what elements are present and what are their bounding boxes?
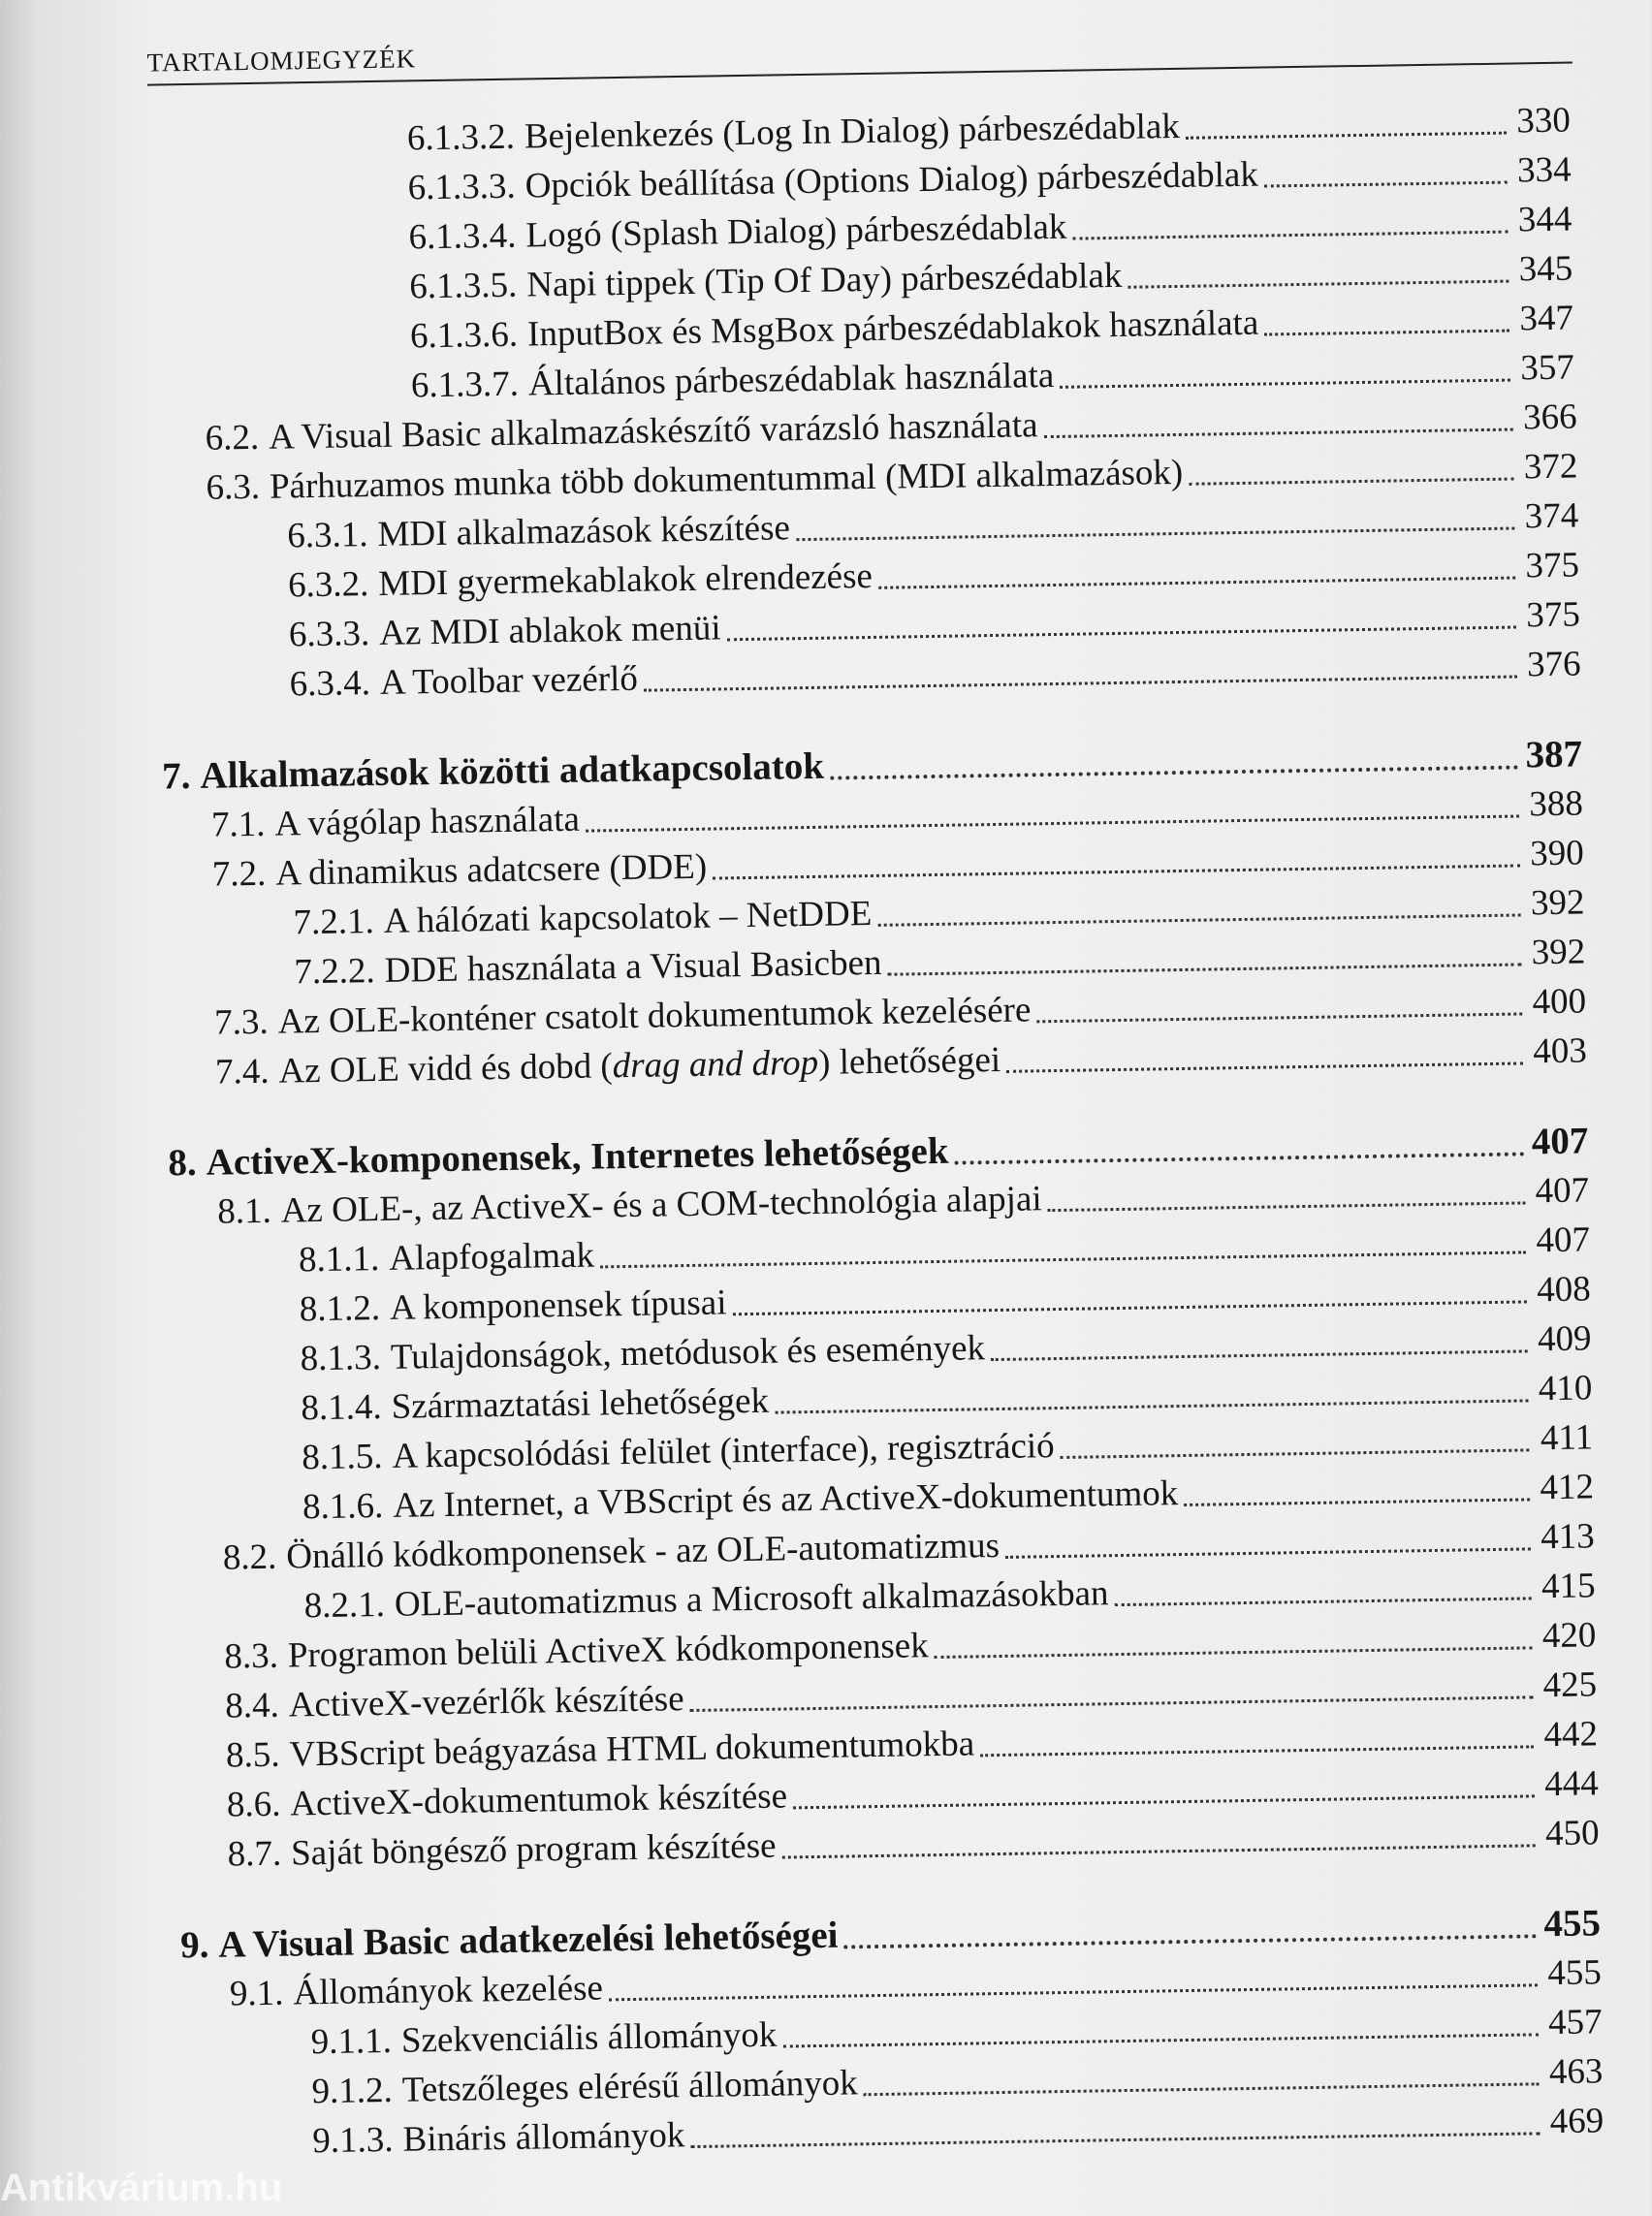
entry-page: 469 <box>1549 2101 1604 2142</box>
entry-page: 450 <box>1544 1813 1600 1854</box>
dot-leader <box>600 1250 1526 1268</box>
dot-leader <box>713 864 1520 879</box>
entry-page: 442 <box>1543 1714 1599 1756</box>
entry-number: 8.7. <box>227 1833 282 1875</box>
dot-leader <box>1036 1012 1522 1023</box>
entry-page: 345 <box>1518 248 1573 290</box>
entry-title: Opciók beállítása (Options Dialog) párbeszédablak <box>524 154 1259 206</box>
entry-page: 420 <box>1541 1615 1597 1657</box>
entry-page: 376 <box>1526 644 1581 685</box>
entry-title: Állományok kezelése <box>293 1968 604 2013</box>
entry-page: 409 <box>1537 1318 1592 1360</box>
title-part: Az OLE vidd és dobd ( <box>278 1046 614 1092</box>
entry-number: 6.3.3. <box>288 614 370 655</box>
entry-page: 463 <box>1548 2051 1604 2093</box>
entry-page: 388 <box>1529 783 1584 825</box>
dot-leader <box>877 913 1520 926</box>
entry-page: 408 <box>1536 1269 1592 1311</box>
entry-page: 425 <box>1542 1664 1598 1706</box>
dot-leader <box>1048 1201 1526 1212</box>
chapter-page: 407 <box>1531 1120 1589 1163</box>
dot-leader <box>727 626 1516 642</box>
entry-number: 7.2.1. <box>293 902 375 943</box>
dot-leader <box>782 2033 1538 2047</box>
entry-page: 375 <box>1525 545 1580 586</box>
entry-number: 7.2.2. <box>294 951 375 993</box>
entry-title: Tetszőleges elérésű állományok <box>401 2063 859 2110</box>
entry-title: A Visual Basic alkalmazáskészítő varázsló használata <box>268 405 1038 458</box>
entry-title: Bejelenkezés (Log In Dialog) párbeszédablak <box>524 106 1181 157</box>
dot-leader <box>775 1399 1528 1413</box>
chapter-page: 387 <box>1525 733 1583 776</box>
entry-title: A Toolbar vezérlő <box>379 658 639 703</box>
entry-title: Önálló kódkomponensek - az OLE-automatizmus <box>286 1526 1001 1577</box>
dot-leader <box>733 1300 1527 1315</box>
dot-leader <box>644 676 1517 692</box>
dot-leader <box>1005 1547 1531 1559</box>
entry-title: Általános párbeszédablak használata <box>527 355 1055 404</box>
entry-page: 407 <box>1536 1219 1591 1261</box>
entry-title: Programon belüli ActiveX kódkomponensek <box>287 1626 929 1676</box>
page-header <box>146 26 1572 86</box>
entry-title: ActiveX-dokumentumok készítése <box>290 1776 788 1824</box>
entry-page: 407 <box>1535 1170 1590 1212</box>
entry-title: Tulajdonságok, metódusok és események <box>390 1328 986 1377</box>
entry-title: Az MDI ablakok menüi <box>378 608 721 653</box>
dot-leader <box>782 1844 1536 1858</box>
entry-page: 344 <box>1517 199 1573 240</box>
entry-title: VBScript beágyazása HTML dokumentumokba <box>289 1724 975 1775</box>
entry-number: 7.2. <box>211 853 267 895</box>
entry-title: Logó (Splash Dialog) párbeszédablak <box>525 206 1067 256</box>
entry-number: 6.1.3.5. <box>408 265 518 307</box>
entry-title: A komponensek típusai <box>389 1282 727 1328</box>
entry-number: 6.1.3.4. <box>408 215 517 258</box>
dot-leader <box>691 2132 1541 2148</box>
entry-page: 330 <box>1515 100 1572 142</box>
entry-page: 403 <box>1533 1030 1588 1072</box>
entry-number: 8.6. <box>226 1784 281 1825</box>
entry-number: 7.3. <box>213 1001 270 1043</box>
entry-page: 457 <box>1547 2002 1603 2043</box>
dot-leader <box>690 1695 1534 1712</box>
dot-leader <box>1044 428 1513 439</box>
header-title: TARTALOMJEGYZÉK <box>146 44 417 78</box>
entry-number: 8.2.1. <box>303 1584 386 1627</box>
entry-number: 6.1.3.3. <box>407 166 517 208</box>
dot-leader <box>980 1745 1534 1757</box>
entry-title: MDI alkalmazások készítése <box>377 508 791 554</box>
chapter-title: ActiveX-komponensek, Internetes lehetőségek <box>206 1129 949 1184</box>
entry-title: A vágólap használata <box>274 799 581 844</box>
chapter-number: 7. <box>161 755 191 798</box>
entry-number: 8.1. <box>216 1190 272 1232</box>
dot-leader <box>878 577 1515 589</box>
entry-number: 6.3.1. <box>287 515 368 556</box>
dot-leader <box>1264 181 1508 188</box>
dot-leader <box>1115 1597 1532 1606</box>
entry-title: DDE használata a Visual Basicben <box>384 942 882 991</box>
entry-number: 7.1. <box>210 804 266 845</box>
entry-number: 6.1.3.6. <box>409 314 519 357</box>
dot-leader <box>1186 132 1507 140</box>
dot-leader <box>844 1934 1538 1948</box>
entry-number: 8.1.6. <box>302 1485 384 1528</box>
entry-title: Bináris állományok <box>402 2115 685 2160</box>
dot-leader <box>1006 1061 1523 1072</box>
dot-leader <box>991 1349 1528 1361</box>
entry-title: OLE-automatizmus a Microsoft alkalmazásokban <box>394 1573 1109 1625</box>
entry-page: 455 <box>1546 1952 1603 1994</box>
chapter-number: 8. <box>168 1141 198 1185</box>
entry-number: 8.1.4. <box>301 1386 383 1429</box>
entry-number: 6.1.3.7. <box>410 364 520 406</box>
entry-page: 334 <box>1516 149 1572 191</box>
entry-page: 415 <box>1541 1566 1596 1607</box>
entry-page: 347 <box>1519 298 1574 339</box>
entry-page: 413 <box>1540 1516 1596 1558</box>
chapter-title: Alkalmazások közötti adatkapcsolatok <box>200 744 825 797</box>
chapter-number: 9. <box>179 1923 209 1967</box>
dot-leader <box>935 1646 1533 1659</box>
dot-leader <box>609 1983 1538 2001</box>
dot-leader <box>1073 231 1509 240</box>
entry-page: 375 <box>1525 594 1581 636</box>
watermark: Antikvárium.hu <box>0 2167 283 2209</box>
entry-title: ActiveX-vezérlők készítése <box>288 1679 684 1725</box>
entry-title: Az OLE-, az ActiveX- és a COM-technológia alapjai <box>280 1179 1042 1231</box>
entry-page: 392 <box>1530 882 1585 924</box>
dot-leader <box>888 963 1522 975</box>
chapter-page: 455 <box>1543 1902 1602 1946</box>
entry-page: 366 <box>1522 396 1577 438</box>
dot-leader <box>864 2082 1540 2096</box>
entry-number: 7.4. <box>214 1051 270 1092</box>
entry-title: A dinamikus adatcsere (DDE) <box>274 846 708 894</box>
entry-number: 8.1.3. <box>300 1338 382 1379</box>
dot-leader <box>1264 330 1509 336</box>
entry-page: 400 <box>1532 981 1587 1023</box>
entry-title: Származtatási lehetőségek <box>391 1380 770 1427</box>
entry-number: 6.3.2. <box>287 564 369 606</box>
entry-page: 411 <box>1540 1417 1594 1459</box>
dot-leader <box>1128 280 1509 289</box>
entry-title: A kapcsolódási felület (interface), regisztráció <box>392 1426 1055 1476</box>
entry-title: A hálózati kapcsolatok – NetDDE <box>383 893 873 941</box>
entry-number: 9.1.3. <box>312 2119 394 2162</box>
entry-page: 357 <box>1519 347 1575 389</box>
entry-title: Szekvenciális állományok <box>400 2014 778 2061</box>
entry-number: 8.3. <box>224 1635 279 1677</box>
entry-title: MDI gyermekablakok elrendezése <box>378 555 874 604</box>
entry-page: 392 <box>1531 932 1586 973</box>
entry-page: 444 <box>1543 1763 1600 1805</box>
entry-page: 390 <box>1529 833 1584 874</box>
dot-leader <box>793 1794 1535 1809</box>
entry-title: Napi tippek (Tip Of Day) párbeszédablak <box>525 255 1123 305</box>
dot-leader <box>1060 379 1510 389</box>
entry-title: Saját böngésző program készítése <box>290 1825 777 1874</box>
entry-title: Alapfogalmak <box>388 1235 595 1279</box>
entry-number: 8.1.1. <box>298 1239 380 1281</box>
entry-page: 412 <box>1540 1467 1595 1508</box>
dot-leader <box>830 765 1518 779</box>
chapter-title: A Visual Basic adatkezelési lehetőségei <box>218 1914 839 1966</box>
table-of-contents <box>0 94 1652 2170</box>
entry-title: Az OLE-konténer csatolt dokumentumok kezelésére <box>277 990 1032 1042</box>
entry-title: InputBox és MsgBox párbeszédablakok használata <box>526 302 1259 355</box>
entry-number: 6.3. <box>206 466 261 508</box>
dot-leader <box>955 1152 1525 1164</box>
entry-number: 9.1.1. <box>310 2020 393 2063</box>
entry-number: 9.1.2. <box>311 2070 394 2112</box>
entry-number: 6.1.3.2. <box>406 116 516 159</box>
entry-number: 6.2. <box>205 417 260 459</box>
entry-page: 372 <box>1523 446 1578 488</box>
dot-leader <box>1184 1498 1530 1506</box>
entry-number: 8.4. <box>224 1685 280 1726</box>
title-part: ) lehetőségei <box>817 1039 1001 1083</box>
entry-number: 8.2. <box>222 1536 277 1578</box>
entry-number: 6.3.4. <box>289 663 371 705</box>
entry-page: 374 <box>1524 495 1579 537</box>
entry-number: 8.1.5. <box>301 1436 383 1478</box>
entry-page: 410 <box>1538 1368 1593 1409</box>
dot-leader <box>586 814 1519 832</box>
dot-leader <box>1061 1448 1530 1459</box>
entry-title: Párhuzamos munka több dokumentummal (MDI alkalmazások) <box>269 452 1184 507</box>
entry-title: Az Internet, a VBScript és az ActiveX-dokumentumok <box>392 1473 1179 1526</box>
entry-number: 9.1. <box>229 1973 284 2014</box>
dot-leader <box>796 527 1514 542</box>
title-emphasis: drag and drop <box>612 1042 819 1087</box>
entry-number: 8.5. <box>225 1734 280 1776</box>
dot-leader <box>1189 478 1513 486</box>
entry-number: 8.1.2. <box>299 1288 381 1330</box>
